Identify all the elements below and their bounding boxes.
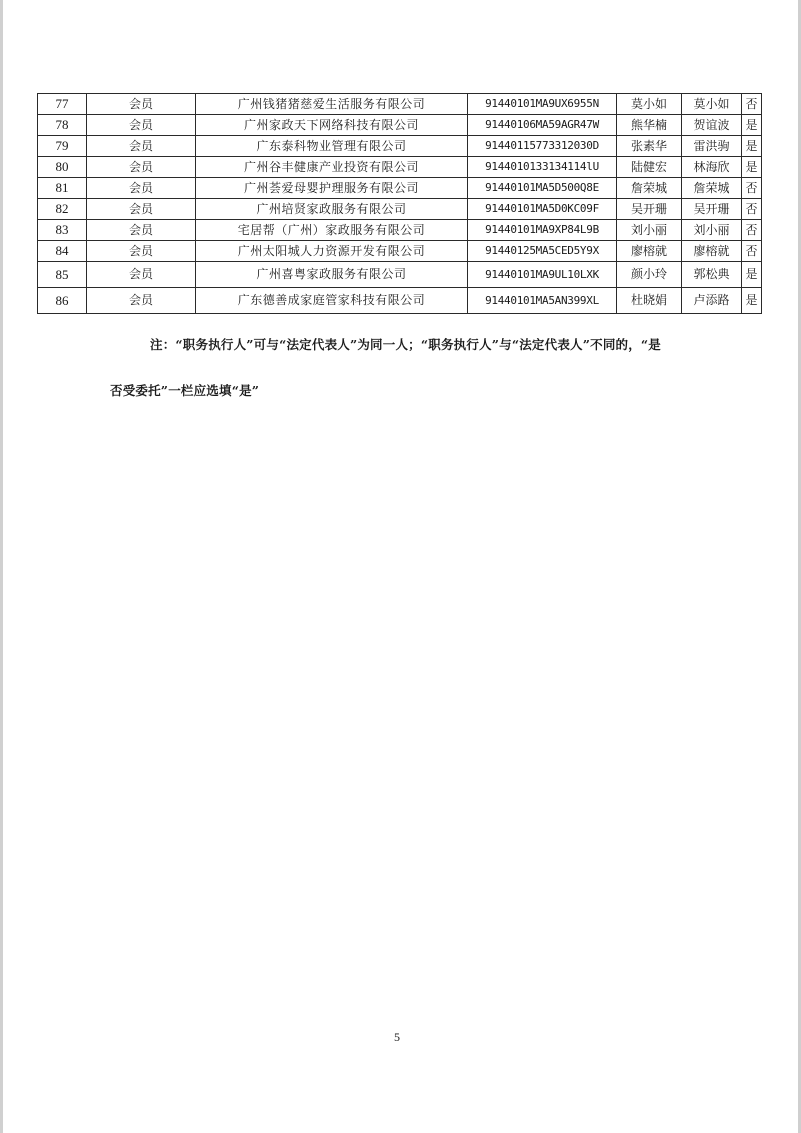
company-name: 宅居帮（广州）家政服务有限公司: [196, 220, 468, 241]
legal-representative: 詹荣城: [682, 178, 742, 199]
page-number: 5: [394, 1030, 400, 1044]
row-number: 86: [38, 288, 87, 314]
entrusted-flag: 是: [742, 136, 762, 157]
credit-code: 91440125MA5CED5Y9X: [468, 241, 617, 262]
company-name: 广州谷丰健康产业投资有限公司: [196, 157, 468, 178]
row-number: 83: [38, 220, 87, 241]
executor-name: 廖榕就: [617, 241, 682, 262]
row-number: 81: [38, 178, 87, 199]
member-type: 会员: [87, 115, 196, 136]
credit-code: 91440101MA9XP84L9B: [468, 220, 617, 241]
credit-code: 91440101MA9UX6955N: [468, 94, 617, 115]
table-row: [38, 288, 762, 314]
credit-code: 91440115773312030D: [468, 136, 617, 157]
member-type: 会员: [87, 136, 196, 157]
legal-representative: 贺谊波: [682, 115, 742, 136]
member-type: 会员: [87, 199, 196, 220]
table-row: [38, 136, 762, 157]
table-row: [38, 157, 762, 178]
company-name: 广州荟爱母婴护理服务有限公司: [196, 178, 468, 199]
table-row: [38, 220, 762, 241]
entrusted-flag: 否: [742, 220, 762, 241]
entrusted-flag: 否: [742, 178, 762, 199]
legal-representative: 廖榕就: [682, 241, 742, 262]
member-type: 会员: [87, 157, 196, 178]
entrusted-flag: 否: [742, 199, 762, 220]
entrusted-flag: 是: [742, 115, 762, 136]
company-name: 广州培贤家政服务有限公司: [196, 199, 468, 220]
executor-name: 杜晓娟: [617, 288, 682, 314]
scan-edge-left: [0, 0, 3, 1133]
table-row: [38, 94, 762, 115]
member-type: 会员: [87, 220, 196, 241]
row-number: 84: [38, 241, 87, 262]
entrusted-flag: 是: [742, 262, 762, 288]
legal-representative: 郭松典: [682, 262, 742, 288]
executor-name: 张素华: [617, 136, 682, 157]
member-type: 会员: [87, 262, 196, 288]
company-name: 广州喜粤家政服务有限公司: [196, 262, 468, 288]
legal-representative: 林海欣: [682, 157, 742, 178]
legal-representative: 卢添路: [682, 288, 742, 314]
company-name: 广州太阳城人力资源开发有限公司: [196, 241, 468, 262]
credit-code: 91440101MA9UL10LXK: [468, 262, 617, 288]
footnote-line-1: 注：“职务执行人”可与“法定代表人”为同一人；“职务执行人”与“法定代表人”不同的，“是: [150, 337, 662, 352]
member-type: 会员: [87, 178, 196, 199]
entrusted-flag: 是: [742, 288, 762, 314]
credit-code: 9144010133134114lU: [468, 157, 617, 178]
row-number: 78: [38, 115, 87, 136]
company-name: 广州家政天下网络科技有限公司: [196, 115, 468, 136]
executor-name: 陆健宏: [617, 157, 682, 178]
executor-name: 颜小玲: [617, 262, 682, 288]
legal-representative: 雷洪驹: [682, 136, 742, 157]
company-name: 广东德善成家庭管家科技有限公司: [196, 288, 468, 314]
executor-name: 吴开珊: [617, 199, 682, 220]
member-type: 会员: [87, 241, 196, 262]
table-row: [38, 262, 762, 288]
legal-representative: 吴开珊: [682, 199, 742, 220]
row-number: 80: [38, 157, 87, 178]
row-number: 77: [38, 94, 87, 115]
entrusted-flag: 是: [742, 157, 762, 178]
table-row: [38, 178, 762, 199]
member-table: [37, 93, 762, 314]
table-row: [38, 199, 762, 220]
company-name: 广东泰科物业管理有限公司: [196, 136, 468, 157]
credit-code: 91440106MA59AGR47W: [468, 115, 617, 136]
company-name: 广州钱猪猪慈爱生活服务有限公司: [196, 94, 468, 115]
row-number: 82: [38, 199, 87, 220]
entrusted-flag: 否: [742, 94, 762, 115]
credit-code: 91440101MA5D0KC09F: [468, 199, 617, 220]
executor-name: 詹荣城: [617, 178, 682, 199]
member-table-body: [38, 94, 762, 314]
footnote-line-2: 否受委托”一栏应选填“是”: [110, 383, 260, 398]
table-row: [38, 115, 762, 136]
entrusted-flag: 否: [742, 241, 762, 262]
row-number: 85: [38, 262, 87, 288]
executor-name: 刘小丽: [617, 220, 682, 241]
credit-code: 91440101MA5AN399XL: [468, 288, 617, 314]
legal-representative: 刘小丽: [682, 220, 742, 241]
table-row: [38, 241, 762, 262]
row-number: 79: [38, 136, 87, 157]
legal-representative: 莫小如: [682, 94, 742, 115]
member-type: 会员: [87, 94, 196, 115]
credit-code: 91440101MA5D500Q8E: [468, 178, 617, 199]
member-type: 会员: [87, 288, 196, 314]
executor-name: 熊华楠: [617, 115, 682, 136]
executor-name: 莫小如: [617, 94, 682, 115]
